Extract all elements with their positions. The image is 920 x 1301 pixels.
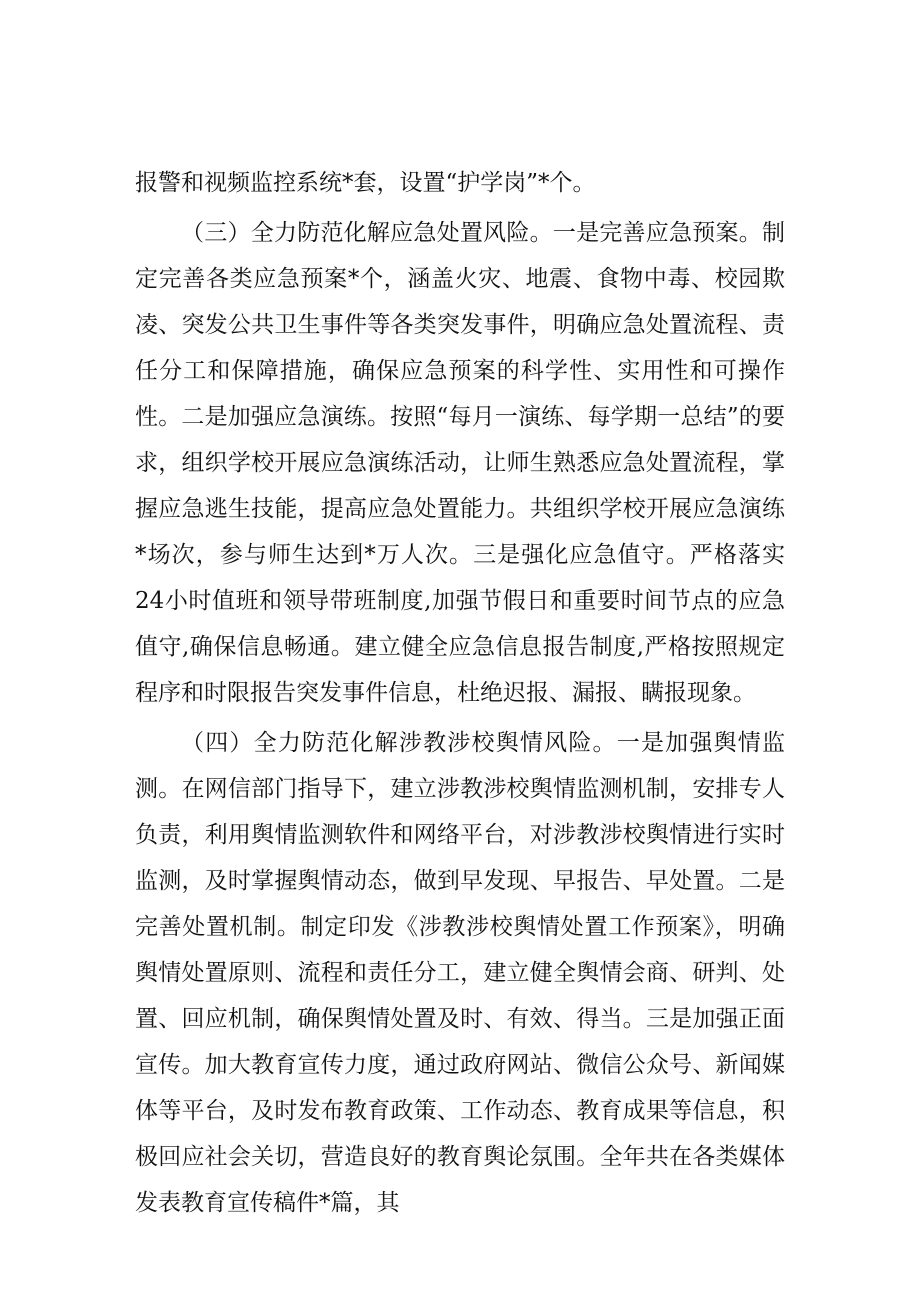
paragraph-emergency-risk: （三）全力防范化解应急处置风险。一是完善应急预案。制定完善各类应急预案*个，涵盖火灾、地震、食物中毒、校园欺凌、突发公共卫生事件等各类突发事件，明确应急处置流程、责任分工和保障措施，确保应急预案的科学性、实用性和可操作性。二是加强应急演练。按照“每月一演练、每学期一总结”的要求，组织学校开展应急演练活动，让师生熟悉应急处置流程，掌握应急逃生技能，提高应急处置能力。共组织学校开展应急演练*场次，参与师生达到*万人次。三是强化应急值守。严格落实24小时值班和领导带班制度,加强节假日和重要时间节点的应急值守,确保信息畅通。建立健全应急信息报告制度,严格按照规定程序和时限报告突发事件信息，杜绝迟报、漏报、瞒报现象。 (135, 220, 785, 706)
paragraph-continuation: 报警和视频监控系统*套，设置“护学岗”*个。 (135, 170, 596, 196)
document-body (135, 160, 785, 1230)
paragraph-public-opinion-risk: （四）全力防范化解涉教涉校舆情风险。一是加强舆情监测。在网信部门指导下，建立涉教涉校舆情监测机制，安排专人负责，利用舆情监测软件和网络平台，对涉教涉校舆情进行实时监测，及时掌握舆情动态，做到早发现、早报告、早处置。二是完善处置机制。制定印发《涉教涉校舆情处置工作预案》，明确舆情处置原则、流程和责任分工，建立健全舆情会商、研判、处置、回应机制，确保舆情处置及时、有效、得当。三是加强正面宣传。加大教育宣传力度，通过政府网站、微信公众号、新闻媒体等平台，及时发布教育政策、工作动态、教育成果等信息，积极回应社会关切，营造良好的教育舆论氛围。全年共在各类媒体发表教育宣传稿件*篇，其 (135, 730, 785, 1216)
